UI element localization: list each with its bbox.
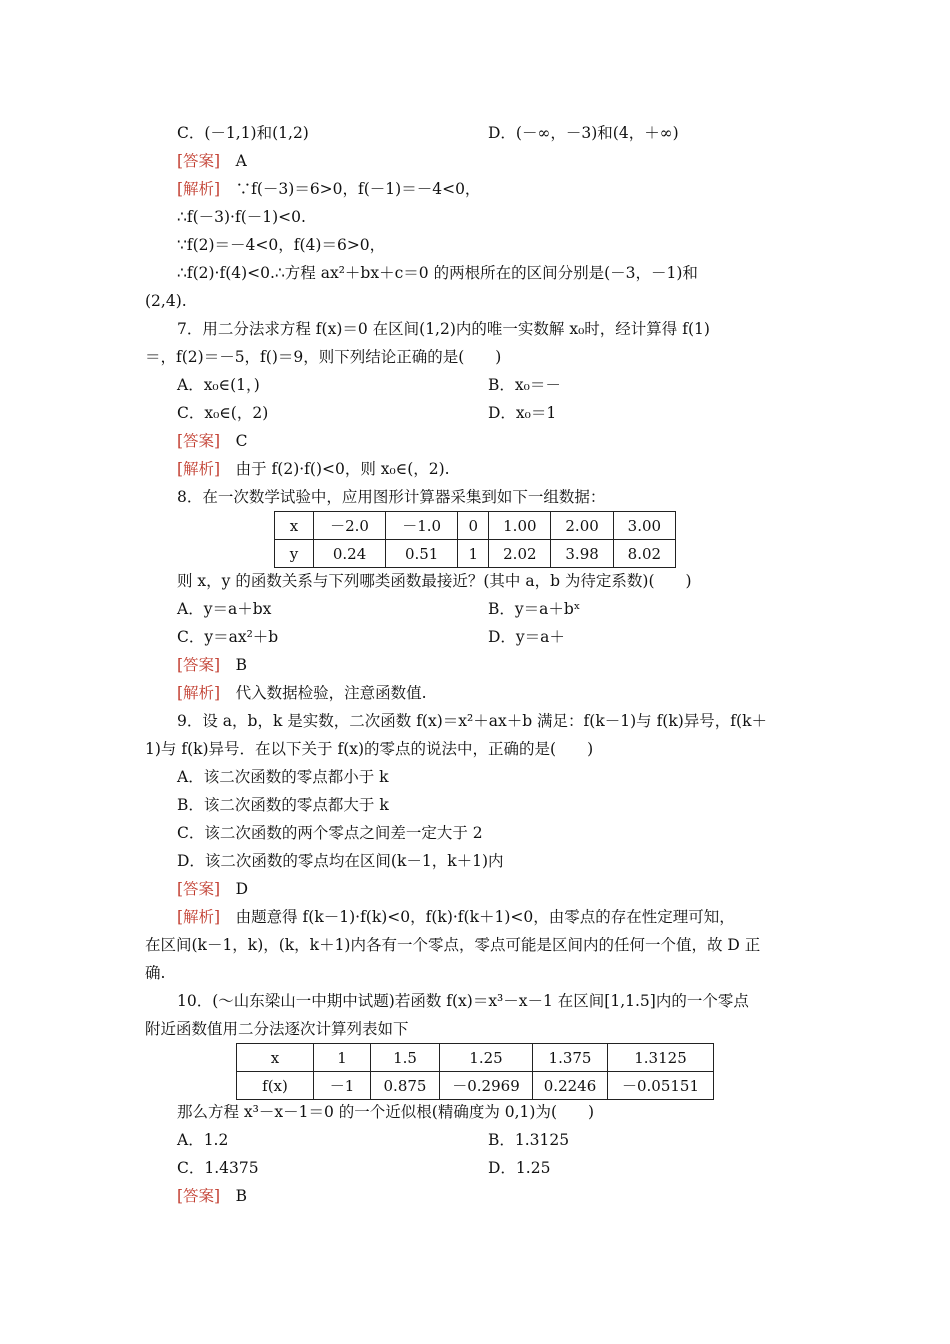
question-stem: 则 x，y 的函数关系与下列哪类函数最接近？(其中 a，b 为待定系数)( ) xyxy=(177,572,692,590)
table-row: x 1 1.5 1.25 1.375 1.3125 xyxy=(237,1044,714,1072)
answer-tag: [答案] xyxy=(177,152,221,170)
q8-option-a: A．y＝a＋bx xyxy=(177,600,272,618)
answer-tag: [答案] xyxy=(177,432,221,450)
answer-tag: [答案] xyxy=(177,1187,221,1205)
q6-option-d: D．(－∞，－3)和(4，＋∞) xyxy=(488,124,679,142)
question-stem: 附近函数值用二分法逐次计算列表如下 xyxy=(145,1020,409,1038)
question-stem: 9．设 a，b，k 是实数，二次函数 f(x)＝x²＋ax＋b 满足：f(k－1)与 f(k)异号，f(k＋ xyxy=(177,712,767,730)
q7-option-b: B．x₀＝－ xyxy=(488,376,561,394)
q8-option-d: D．y＝a＋ xyxy=(488,628,565,646)
q9-option-c: C．该二次函数的两个零点之间差一定大于 2 xyxy=(177,824,483,842)
q6-option-c: C．(－1,1)和(1,2) xyxy=(177,124,309,142)
analysis-text: ∴f(－3)·f(－1)<0. xyxy=(177,208,306,226)
analysis-text: ∵f(2)＝－4<0，f(4)＝6>0， xyxy=(177,236,386,254)
analysis-text: ∵f(－3)＝6>0，f(－1)＝－4<0， xyxy=(235,180,481,198)
q10-option-c: C．1.4375 xyxy=(177,1159,259,1177)
analysis-text: 由题意得 f(k－1)·f(k)<0，f(k)·f(k＋1)<0，由零点的存在性定理可知， xyxy=(235,908,735,926)
analysis-tag: [解析] xyxy=(177,180,221,198)
answer-value: B xyxy=(235,1187,248,1205)
table-row: x －2.0 －1.0 0 1.00 2.00 3.00 xyxy=(275,512,676,540)
q9-option-b: B．该二次函数的零点都大于 k xyxy=(177,796,389,814)
analysis-text: 在区间(k－1，k)，(k，k＋1)内各有一个零点，零点可能是区间内的任何一个值，故 D 正 xyxy=(145,936,761,954)
analysis-tag: [解析] xyxy=(177,684,221,702)
analysis-text: 由于 f(2)·f()<0，则 x₀∈(，2). xyxy=(235,460,450,478)
q9-option-d: D．该二次函数的零点均在区间(k－1，k＋1)内 xyxy=(177,852,504,870)
answer-value: A xyxy=(235,152,247,170)
data-table xyxy=(274,511,676,568)
answer-tag: [答案] xyxy=(177,656,221,674)
question-stem: 那么方程 x³－x－1＝0 的一个近似根(精确度为 0,1)为( ) xyxy=(177,1103,595,1121)
answer-tag: [答案] xyxy=(177,880,221,898)
answer-value: B xyxy=(235,656,248,674)
table-row: f(x) －1 0.875 －0.2969 0.2246 －0.05151 xyxy=(237,1072,714,1100)
question-stem: 1)与 f(k)异号．在以下关于 f(x)的零点的说法中，正确的是( ) xyxy=(145,740,594,758)
answer-value: D xyxy=(235,880,249,898)
q7-option-c: C．x₀∈(，2) xyxy=(177,404,269,422)
data-table xyxy=(236,1043,714,1100)
analysis-text: ∴f(2)·f(4)<0.∴方程 ax²＋bx＋c＝0 的两根所在的区间分别是(－3，－1)和 xyxy=(177,264,698,282)
question-stem: 10．(～山东梁山一中期中试题)若函数 f(x)＝x³－x－1 在区间[1,1.5]内的一个零点 xyxy=(177,992,749,1010)
q10-option-b: B．1.3125 xyxy=(488,1131,570,1149)
analysis-tag: [解析] xyxy=(177,908,221,926)
analysis-tag: [解析] xyxy=(177,460,221,478)
q10-option-a: A．1.2 xyxy=(177,1131,229,1149)
analysis-text: 确. xyxy=(145,964,166,982)
q8-option-b: B．y＝a＋bˣ xyxy=(488,600,581,618)
answer-value: C xyxy=(235,432,248,450)
question-stem: 8．在一次数学试验中，应用图形计算器采集到如下一组数据： xyxy=(177,488,606,506)
analysis-text: (2,4). xyxy=(145,292,187,310)
q8-option-c: C．y＝ax²＋b xyxy=(177,628,279,646)
q7-option-d: D．x₀＝1 xyxy=(488,404,557,422)
question-stem: 7．用二分法求方程 f(x)＝0 在区间(1,2)内的唯一实数解 x₀时，经计算得 f(1) xyxy=(177,320,710,338)
q9-option-a: A．该二次函数的零点都小于 k xyxy=(177,768,389,786)
analysis-text: 代入数据检验，注意函数值. xyxy=(235,684,427,702)
q7-option-a: A．x₀∈(1，) xyxy=(177,376,260,394)
table-row: y 0.24 0.51 1 2.02 3.98 8.02 xyxy=(275,540,676,568)
q10-option-d: D．1.25 xyxy=(488,1159,551,1177)
question-stem: ＝，f(2)＝－5，f()＝9，则下列结论正确的是( ) xyxy=(145,348,502,366)
